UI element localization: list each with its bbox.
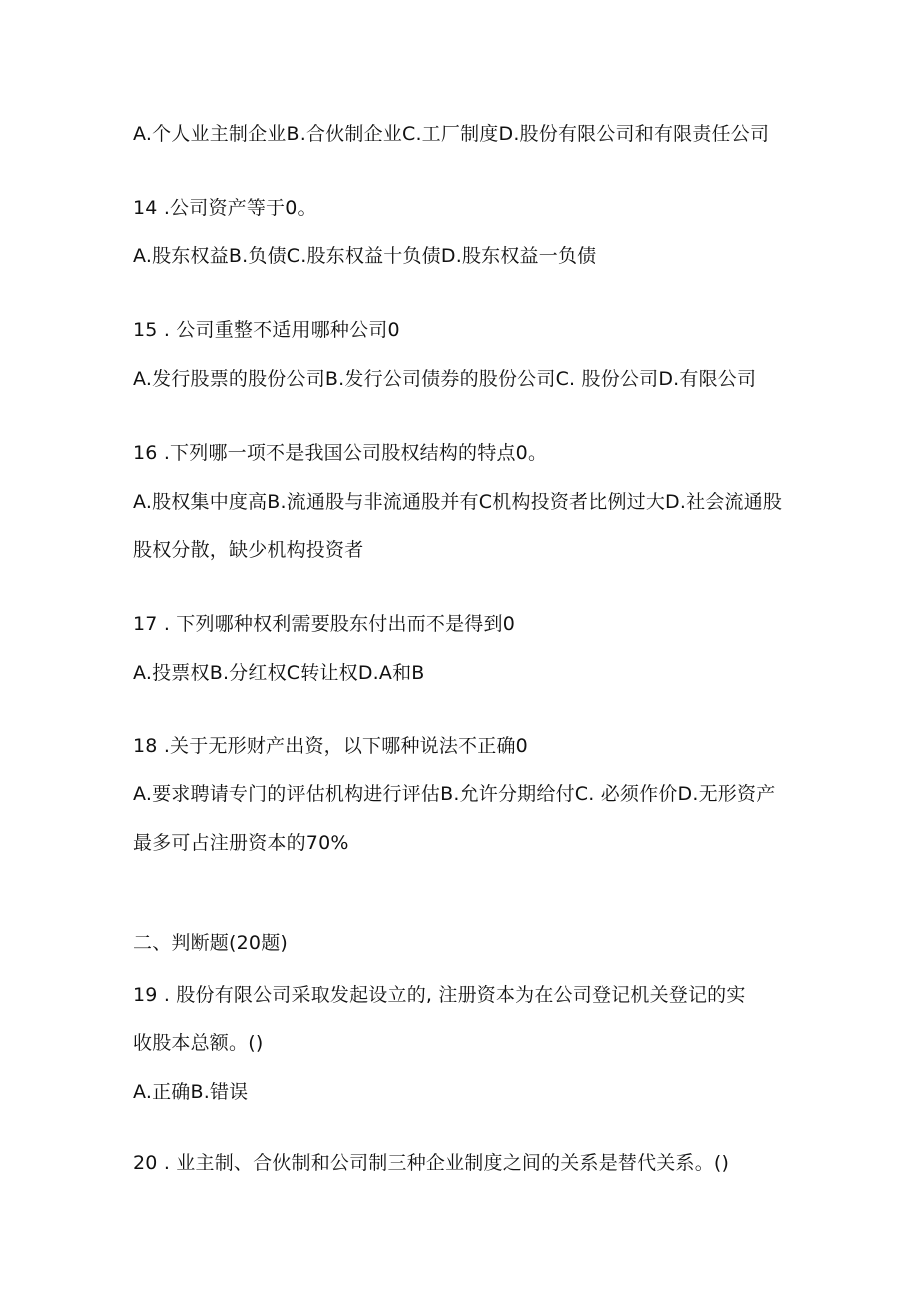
q16-options-line2: 股权分散，缺少机构投资者: [133, 539, 364, 561]
q18-options-line2: 最多可占注册资本的70%: [133, 832, 349, 854]
q19-question-line1: 19 . 股份有限公司采取发起设立的, 注册资本为在公司登记机关登记的实: [133, 984, 746, 1006]
q14-question: 14 .公司资产等于0。: [133, 197, 317, 219]
q19-options: A.正确B.错误: [133, 1081, 249, 1103]
q20-question: 20 . 业主制、合伙制和公司制三种企业制度之间的关系是替代关系。(): [133, 1152, 730, 1174]
q18-question: 18 .关于无形财产出资，以下哪种说法不正确0: [133, 735, 528, 757]
q16-options-line1: A.股权集中度高B.流通股与非流通股并有C机构投资者比例过大D.社会流通股: [133, 491, 783, 513]
q19-question-line2: 收股本总额。(): [133, 1032, 264, 1054]
q13-options: A.个人业主制企业B.合伙制企业C.工厂制度D.股份有限公司和有限责任公司: [133, 123, 770, 145]
q18-options-line1: A.要求聘请专门的评估机构进行评估B.允许分期给付C. 必须作价D.无形资产: [133, 783, 776, 805]
q15-question: 15 . 公司重整不适用哪种公司0: [133, 319, 400, 341]
section-heading: 二、判断题(20题): [133, 932, 289, 954]
q17-question: 17 . 下列哪种权利需要股东付出而不是得到0: [133, 613, 515, 635]
q16-question: 16 .下列哪一项不是我国公司股权结构的特点0。: [133, 442, 548, 464]
q17-options: A.投票权B.分红权C转让权D.A和B: [133, 662, 425, 684]
q14-options: A.股东权益B.负债C.股东权益十负债D.股东权益一负债: [133, 245, 597, 267]
q15-options: A.发行股票的股份公司B.发行公司债券的股份公司C. 股份公司D.有限公司: [133, 368, 757, 390]
